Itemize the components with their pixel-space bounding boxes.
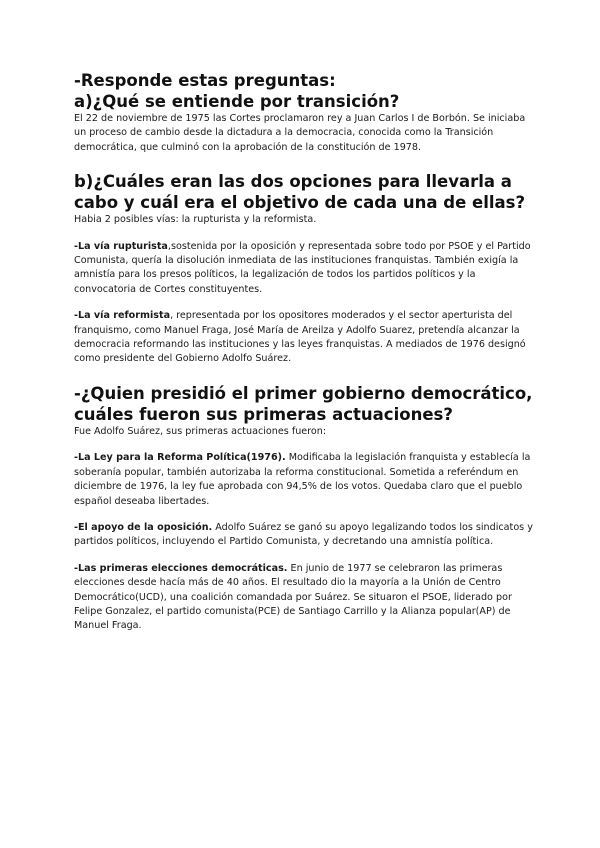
question-b-heading: b)¿Cuáles eran las dos opciones para llevarla a cabo y cuál era el objetivo de cada una de ellas? bbox=[74, 172, 526, 213]
apoyo-oposicion-label: -El apoyo de la oposición. bbox=[74, 521, 213, 533]
reforma-politica-label: -La Ley para la Reforma Política(1976). bbox=[74, 452, 286, 464]
question-c-intro: Fue Adolfo Suárez, sus primeras actuaciones fueron: bbox=[74, 425, 327, 437]
reforma-politica-text: Modificaba la legislación franquista y establecía la soberanía popular, también autorizaba la reforma constitucional. Sometida a referéndum en diciembre de 1976, la ley fue aprobada con 94,5% de los votos. Quedaba claro que el pueblo español deseaba libertades. bbox=[74, 452, 531, 507]
intro-heading: -Responde estas preguntas: bbox=[74, 71, 336, 90]
reformista-paragraph bbox=[74, 309, 534, 367]
question-c-heading: -¿Quien presidió el primer gobierno democrático, cuáles fueron sus primeras actuaciones? bbox=[74, 383, 533, 424]
apoyo-oposicion-paragraph bbox=[74, 521, 534, 550]
rupturista-text: ,sostenida por la oposición y representada sobre todo por PSOE y el Partido Comunista, quería la disolución inmediata de las instituciones franquistas. También exigía la amnistía para los presos políticos, la legalización de todos los partidos políticos y la convocatoria de Cortes constituyentes. bbox=[74, 240, 531, 295]
primeras-elecciones-paragraph bbox=[74, 562, 534, 634]
reforma-politica-paragraph bbox=[74, 451, 534, 509]
primeras-elecciones-label: -Las primeras elecciones democráticas. bbox=[74, 562, 288, 574]
apoyo-oposicion-text: Adolfo Suárez se ganó su apoyo legalizando todos los sindicatos y partidos políticos, incluyendo el Partido Comunista, y decretando una amnistía política. bbox=[74, 521, 533, 548]
primeras-elecciones-text: En junio de 1977 se celebraron las primeras elecciones desde hacía más de 40 años. El resultado dio la mayoría a la Unión de Centro Democrático(UCD), una coalición comandada por Suárez. Se situaron el PSOE, liderado por Felipe Gonzalez, el partido comunista(PCE) de Santiago Carrillo y la Alianza popular(AP) de Manuel Fraga. bbox=[74, 562, 512, 632]
question-a-heading: a)¿Qué se entiende por transición? bbox=[74, 92, 400, 111]
rupturista-label: -La vía rupturista bbox=[74, 240, 168, 252]
reformista-label: -La vía reformista bbox=[74, 310, 171, 322]
document-page bbox=[74, 70, 534, 634]
question-b-intro: Habia 2 posibles vías: la rupturista y la reformista. bbox=[74, 214, 317, 226]
rupturista-paragraph bbox=[74, 240, 534, 298]
question-a-answer: El 22 de noviembre de 1975 las Cortes proclamaron rey a Juan Carlos I de Borbón. Se iniciaba un proceso de cambio desde la dictadura a la democracia, conocida como la Transición democrática, que culminó con la aprobación de la constitución de 1978. bbox=[74, 113, 526, 153]
reformista-text: , representada por los opositores moderados y el sector aperturista del franquismo, como Manuel Fraga, José María de Areilza y Adolfo Suarez, pretendía alcanzar la democracia reformando las instituciones y las leyes franquistas. A mediados de 1976 designó como presidente del Gobierno Adolfo Suárez. bbox=[74, 310, 526, 365]
